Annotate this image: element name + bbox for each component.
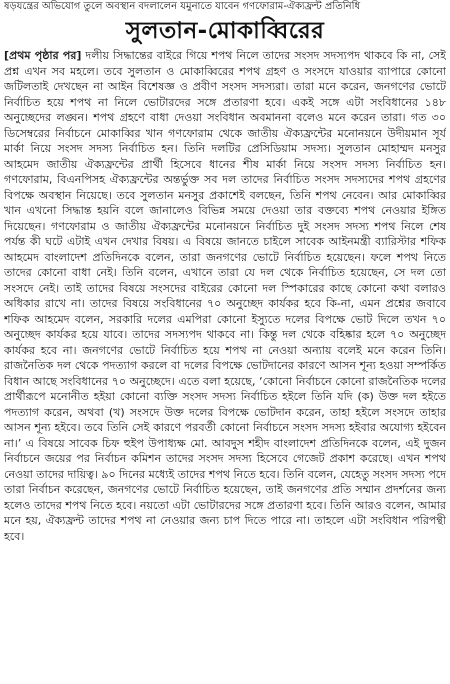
article-body-text: দলীয় সিদ্ধান্তের বাইরে গিয়ে শপথ নিলে তাদের সংসদ সদস্যপদ থাকবে কি না, সেই প্রশ্ন এখন সব মহলে। তবে সুলতান ও মোকাব্বিরের শপথ গ্রহণ ও সংসদে যাওয়ার ব্যাপারে কোনো জটিলতাই দেখছেন না আইন বিশেষজ্ঞ ও প্রবীণ সংসদ সদস্যরা। তারা মনে করেন, জনগণের ভোটে নির্বাচিত হয়ে শপথ না নিলে ভোটারদের সঙ্গে প্রতারণা হবে। একই সঙ্গে এটা সংবিধানের ১৪৮ অনুচ্ছেদের লঙ্ঘন। শপথ গ্রহণে বাধা দেওয়া সংবিধান অবমাননা বলেও মনে করেন তারা। গত ৩০ ডিসেম্বরের নির্বাচনে মোকাব্বির খান গণফোরাম থেকে জাতীয় ঐক্যফ্রন্টের মনোনয়নে উদীয়মান সূর্য মার্কা নিয়ে সংসদ সদস্য নির্বাচিত হন। তিনি দলটির প্রেসিডিয়াম সদস্য। সুলতান মোহাম্মদ মনসুর আহমেদ জাতীয় ঐক্যফ্রন্টের প্রার্থী হিসেবে ধানের শীষ মার্কা নিয়ে সংসদ সদস্য নির্বাচিত হন। গণফোরাম, বিএনপিসহ ঐক্যফ্রন্টের অন্তর্ভুক্ত সব দল তাদের নির্বাচিত সংসদ সদস্যদের শপথ গ্রহণের বিপক্ষে অবস্থান নিয়েছে। তবে সুলতান মনসুর প্রকাশেই বলছেন, তিনি শপথ নেবেন। আর মোকাব্বির খান এখনো সিদ্ধান্ত হয়নি বলে জানালেও বিভিন্ন সময়ে দেওয়া তার বক্তব্যে শপথ নেওয়ার ইঙ্গিত দিয়েছেন। গণফোরাম ও জাতীয় ঐক্যফ্রন্টের মনোনয়নে নির্বাচিত দুই সংসদ সদস্য শপথ নিলে শেষ পর্যন্ত কী ঘটে এটাই এখন দেখার বিষয়। এ বিষয়ে জানতে চাইলে সাবেক আইনমন্ত্রী ব্যারিস্টার শফিক আহমেদ বাংলাদেশ প্রতিদিনকে বলেন, তারা জনগণের ভোটে নির্বাচিত হয়েছেন। ফলে শপথ নিতে তাদের কোনো বাধা নেই। তিনি বলেন, এখানে তারা যে দল থেকে নির্বাচিত হয়েছেন, সে দল তো সংসদে নেই। তাই তাদের বিষয়ে সংসদের বাইরের কোনো দল স্পিকারের কাছে কোনো কথা বলারও অধিকার রাখে না। তাদের বিষয়ে সংবিধানের ৭০ অনুচ্ছেদ কার্যকর হবে কি-না, এমন প্রশ্নের জবাবে শফিক আহমেদ বলেন, সরকারি দলের এমপিরা কোনো ইস্যুতে দলের বিপক্ষে ভোট দিলে তখন ৭০ অনুচ্ছেদ কার্যকর হয়ে যাবে। তাদের সদস্যপদ থাকবে না। কিন্তু দল থেকে বহিষ্কার হলে ৭০ অনুচ্ছেদ কার্যকর হবে না। জনগণের ভোটে নির্বাচিত হয়ে শপথ না নেওয়া অন্যায় বলেই মনে করেন তিনি। রাজনৈতিক দল থেকে পদত্যাগ করলে বা দলের বিপক্ষে ভোটদানের কারণে আসন শূন্য হওয়া সম্পর্কিত বিধান আছে সংবিধানের ৭০ অনুচ্ছেদে। এতে বলা হয়েছে, ‘কোনো নির্বাচনে কোনো রাজনৈতিক দলের প্রার্থীরূপে মনোনীত হইয়া কোনো ব্যক্তি সংসদ সদস্য নির্বাচিত হইলে তিনি যদি (ক) উক্ত দল হইতে পদত্যাগ করেন, অথবা (খ) সংসদে উক্ত দলের বিপক্ষে ভোটদান করেন, তাহা হইলে সংসদে তাহার আসন শূন্য হইবে। তবে তিনি সেই কারণে পরবর্তী কোনো নির্বাচনে সংসদ সদস্য হইবার অযোগ্য হইবেন না।’ এ বিষয়ে সাবেক চিফ হুইপ উপাধ্যক্ষ মো. আবদুস শহীদ বাংলাদেশ প্রতিদিনকে বলেন, এই দুজন নির্বাচনে জয়ের পর নির্বাচন কমিশন তাদের সংসদ সদস্য হিসেবে গেজেট প্রকাশ করেছে। এখন শপথ নেওয়া তাদের দায়িত্ব। ৯০ দিনের মধ্যেই তাদের শপথ নিতে হবে। তিনি বলেন, যেহেতু সংসদ সদস্য পদে তারা নির্বাচন করেছেন, জনগণের ভোটে নির্বাচিত হয়েছেন, তাই জনগণের প্রতি সম্মান প্রদর্শনের জন্য হলেও তাদের শপথ নিতে হবে। নয়তো এটা ভোটারদের সঙ্গে প্রতারণা হবে। তিনি আরও বলেন, আমার মনে হয়, ঐক্যফ্রন্ট তাদের শপথ না নেওয়ার জন্য চাপ দিতে পারে না। তাহলে এটা সংবিধান পরিপন্থী হবে। xyxy=(4,49,446,543)
article-body xyxy=(4,48,446,680)
continued-from-marker: [প্রথম পৃষ্ঠার পর] xyxy=(4,49,82,62)
previous-article-tail: ষড়যন্ত্রের অভিযোগ তুলে অবস্থান বদলালেন যমুনাতে যাবেন গণফোরাম-ঐক্যফ্রন্ট প্রতিনিধি xyxy=(4,1,361,12)
article-headline: সুলতান-মোকাব্বিরের xyxy=(125,18,325,44)
bottom-cutoff xyxy=(0,680,450,684)
